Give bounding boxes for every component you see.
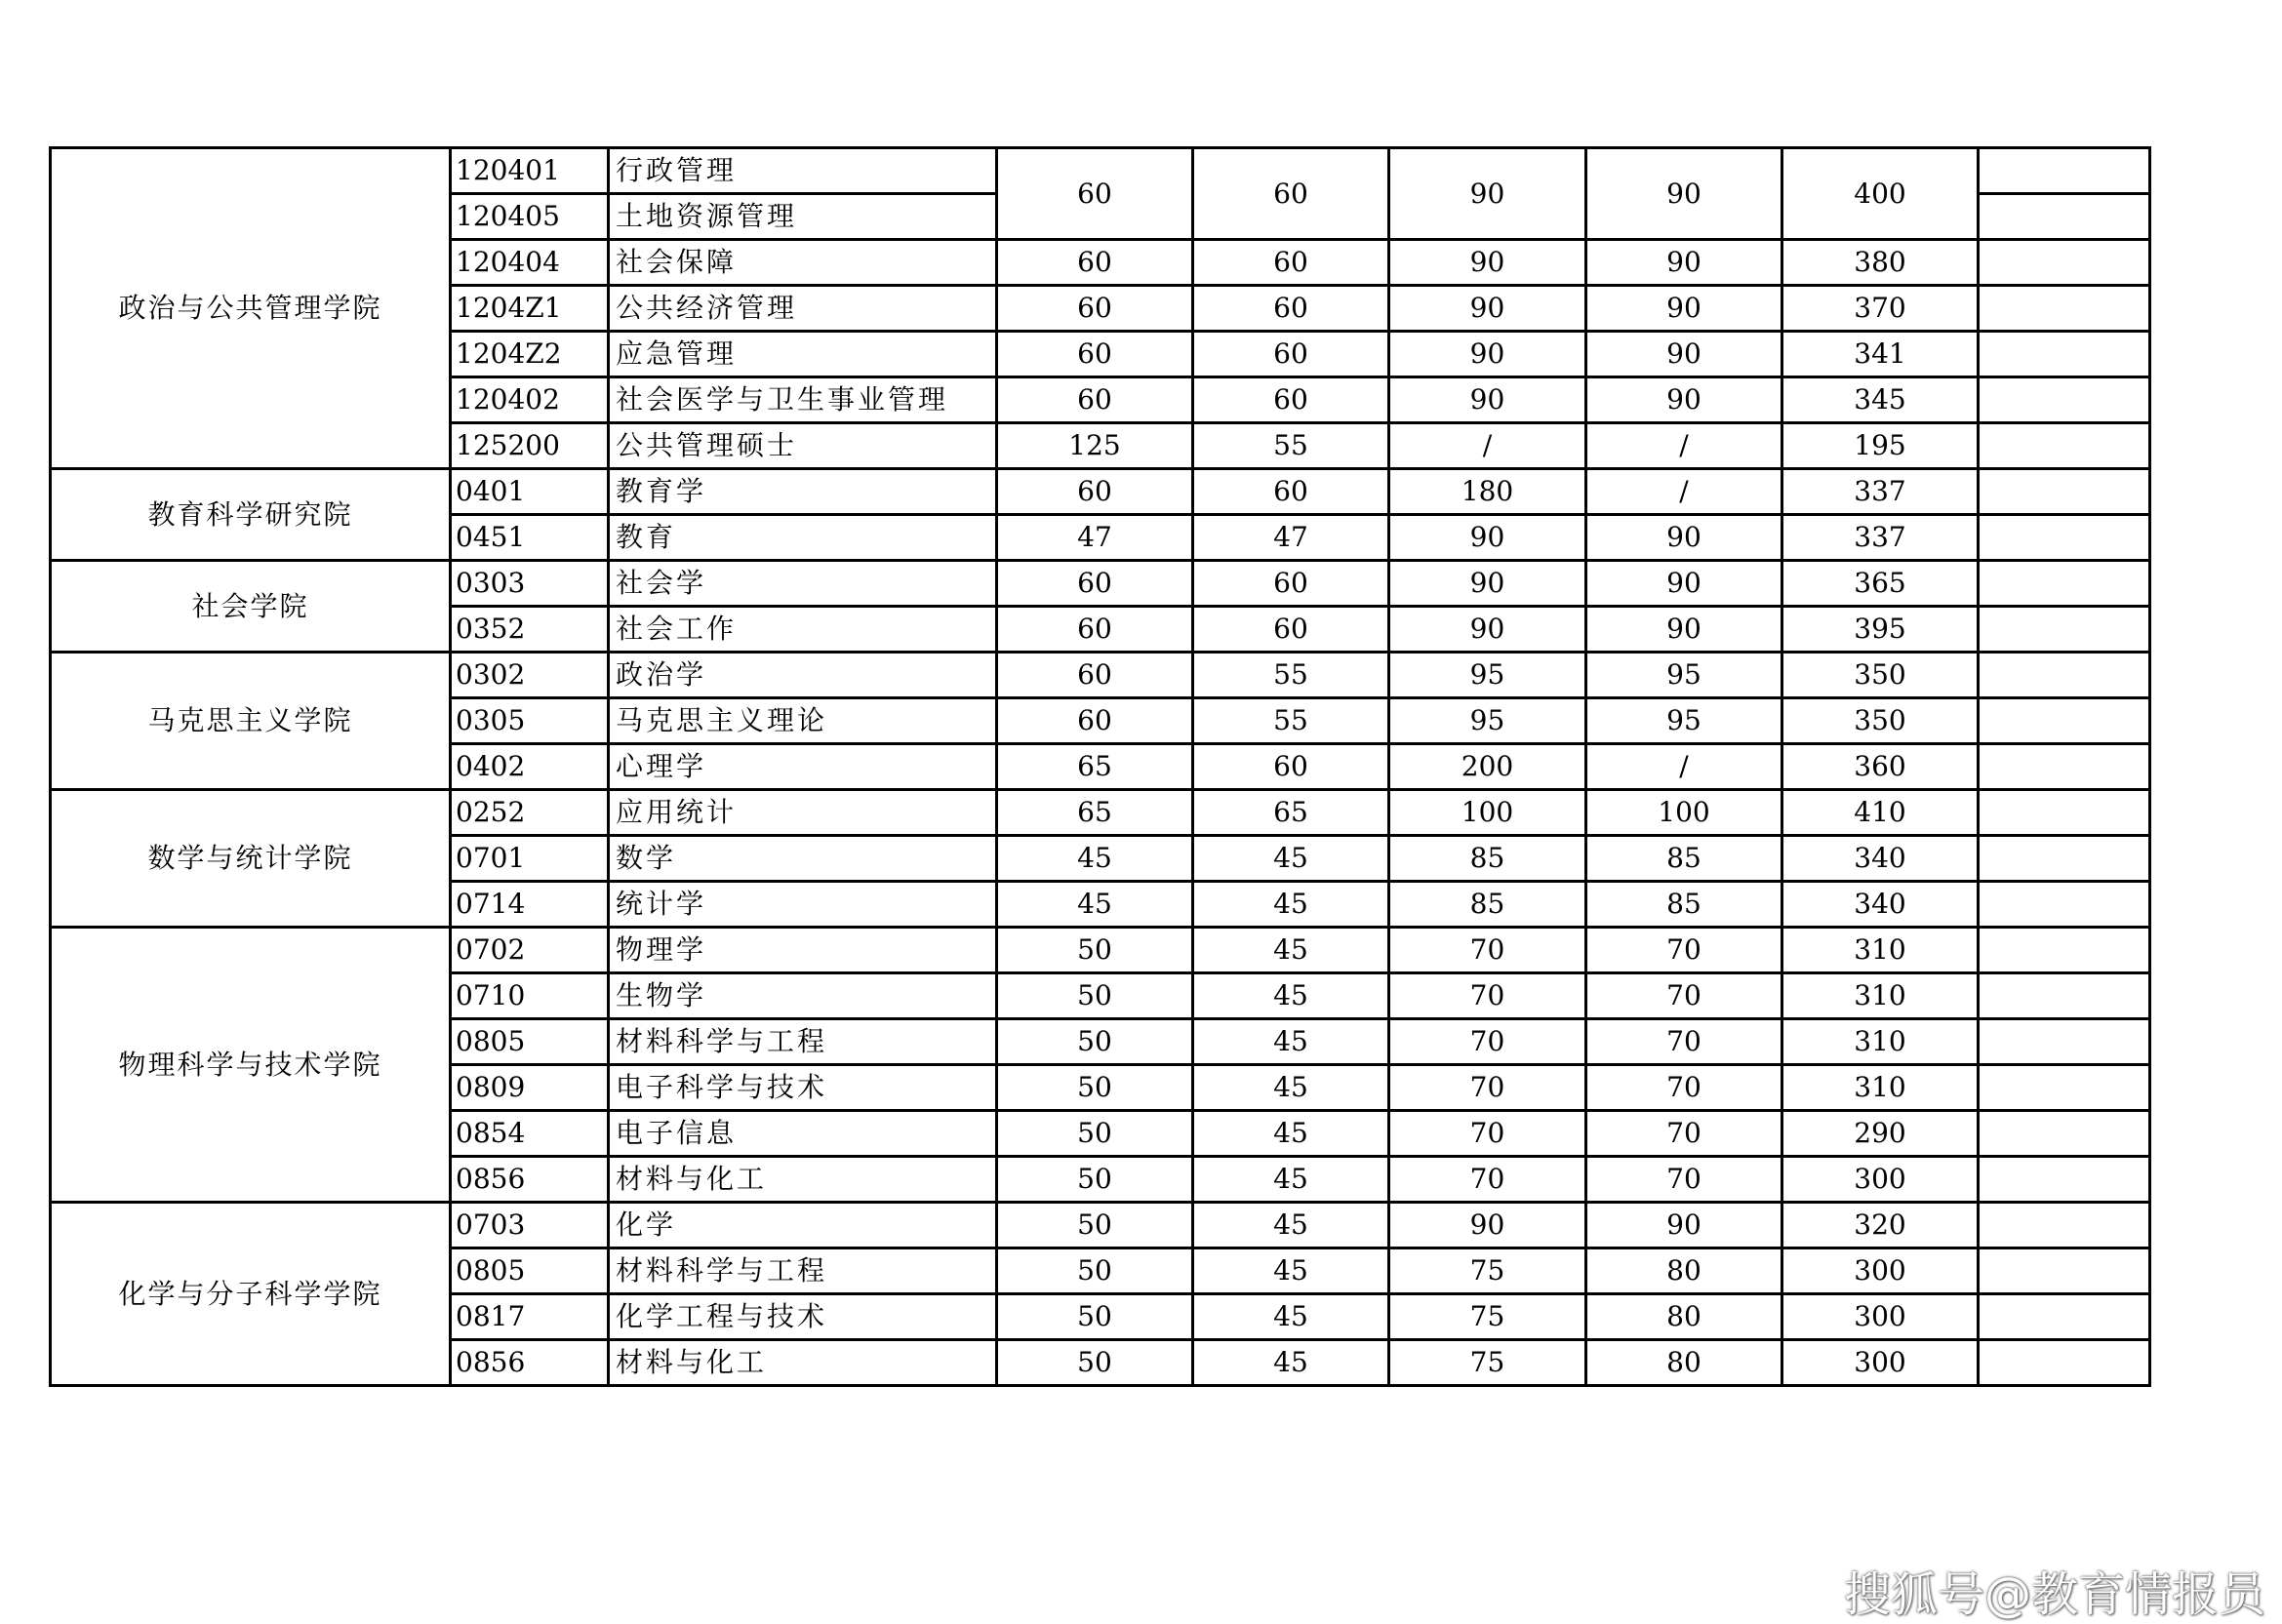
score-subject2-cell: 70 [1586,1111,1782,1157]
score-politics-cell: 50 [997,1065,1193,1111]
score-foreign-language-cell: 60 [1193,744,1389,790]
major-name-cell: 教育学 [609,469,997,515]
major-code-cell: 0702 [451,928,609,973]
department-cell: 社会学院 [51,561,451,653]
note-cell [1979,1157,2150,1203]
score-subject2-cell: 90 [1586,1203,1782,1248]
score-subject1-cell: 100 [1389,790,1586,836]
score-subject1-cell: 95 [1389,698,1586,744]
score-subject2-cell: 90 [1586,286,1782,332]
score-subject2-cell: 70 [1586,973,1782,1019]
note-cell [1979,973,2150,1019]
major-code-cell: 0252 [451,790,609,836]
major-name-cell: 化学工程与技术 [609,1294,997,1340]
score-total-cell: 360 [1782,744,1979,790]
score-politics-cell: 50 [997,1111,1193,1157]
score-politics-cell: 50 [997,973,1193,1019]
score-total-cell: 310 [1782,973,1979,1019]
table-row [51,148,2150,194]
score-subject1-cell: 200 [1389,744,1586,790]
score-subject1-cell: 70 [1389,1157,1586,1203]
score-foreign-language-cell: 45 [1193,1203,1389,1248]
score-foreign-language-cell: 60 [1193,377,1389,423]
score-total-cell: 310 [1782,928,1979,973]
score-foreign-language-cell: 60 [1193,561,1389,607]
major-name-cell: 材料与化工 [609,1157,997,1203]
score-foreign-language-cell: 45 [1193,882,1389,928]
score-total-cell: 300 [1782,1248,1979,1294]
score-politics-cell: 60 [997,286,1193,332]
score-subject1-cell: 70 [1389,1111,1586,1157]
score-politics-cell: 50 [997,1248,1193,1294]
note-cell [1979,240,2150,286]
score-total-cell: 340 [1782,836,1979,882]
score-politics-cell: 65 [997,744,1193,790]
score-foreign-language-cell: 60 [1193,332,1389,377]
major-code-cell: 0352 [451,607,609,653]
score-subject2-cell: 90 [1586,148,1782,240]
table-row [51,469,2150,515]
major-name-cell: 行政管理 [609,148,997,194]
score-politics-cell: 60 [997,607,1193,653]
major-name-cell: 材料科学与工程 [609,1248,997,1294]
note-cell [1979,469,2150,515]
score-politics-cell: 47 [997,515,1193,561]
score-subject1-cell: 85 [1389,836,1586,882]
score-foreign-language-cell: 60 [1193,286,1389,332]
score-subject1-cell: / [1389,423,1586,469]
score-foreign-language-cell: 45 [1193,1065,1389,1111]
score-subject2-cell: 85 [1586,836,1782,882]
score-subject2-cell: 90 [1586,240,1782,286]
major-code-cell: 0854 [451,1111,609,1157]
major-name-cell: 社会工作 [609,607,997,653]
major-code-cell: 0710 [451,973,609,1019]
major-name-cell: 物理学 [609,928,997,973]
major-name-cell: 化学 [609,1203,997,1248]
score-foreign-language-cell: 45 [1193,1340,1389,1386]
note-cell [1979,1294,2150,1340]
major-name-cell: 材料科学与工程 [609,1019,997,1065]
table-row [51,790,2150,836]
note-cell [1979,790,2150,836]
score-subject2-cell: 90 [1586,561,1782,607]
score-subject1-cell: 75 [1389,1248,1586,1294]
note-cell [1979,1065,2150,1111]
note-cell [1979,194,2150,240]
score-subject1-cell: 90 [1389,240,1586,286]
major-name-cell: 心理学 [609,744,997,790]
major-name-cell: 马克思主义理论 [609,698,997,744]
note-cell [1979,744,2150,790]
score-foreign-language-cell: 45 [1193,836,1389,882]
score-subject1-cell: 90 [1389,332,1586,377]
score-politics-cell: 60 [997,653,1193,698]
score-subject1-cell: 95 [1389,653,1586,698]
major-name-cell: 数学 [609,836,997,882]
score-subject1-cell: 70 [1389,973,1586,1019]
score-politics-cell: 60 [997,469,1193,515]
score-foreign-language-cell: 45 [1193,1019,1389,1065]
score-subject1-cell: 90 [1389,1203,1586,1248]
note-cell [1979,836,2150,882]
watermark-text: 搜狐号@教育情报员 [1844,1567,2266,1622]
score-total-cell: 337 [1782,515,1979,561]
score-total-cell: 400 [1782,148,1979,240]
score-subject2-cell: / [1586,744,1782,790]
score-subject2-cell: 90 [1586,377,1782,423]
note-cell [1979,1111,2150,1157]
score-total-cell: 340 [1782,882,1979,928]
major-code-cell: 0305 [451,698,609,744]
major-code-cell: 0805 [451,1248,609,1294]
department-cell: 化学与分子科学学院 [51,1203,451,1386]
score-subject1-cell: 90 [1389,607,1586,653]
major-name-cell: 电子信息 [609,1111,997,1157]
score-subject2-cell: 100 [1586,790,1782,836]
score-subject1-cell: 85 [1389,882,1586,928]
score-subject2-cell: 80 [1586,1248,1782,1294]
score-subject1-cell: 70 [1389,1019,1586,1065]
major-code-cell: 0856 [451,1340,609,1386]
score-foreign-language-cell: 45 [1193,928,1389,973]
score-subject1-cell: 90 [1389,286,1586,332]
major-code-cell: 0703 [451,1203,609,1248]
major-name-cell: 应用统计 [609,790,997,836]
note-cell [1979,1019,2150,1065]
score-subject1-cell: 70 [1389,1065,1586,1111]
score-subject1-cell: 180 [1389,469,1586,515]
score-foreign-language-cell: 60 [1193,607,1389,653]
score-politics-cell: 45 [997,836,1193,882]
major-name-cell: 公共经济管理 [609,286,997,332]
score-politics-cell: 45 [997,882,1193,928]
table-row [51,653,2150,698]
major-code-cell: 120405 [451,194,609,240]
score-total-cell: 300 [1782,1294,1979,1340]
score-subject2-cell: 80 [1586,1294,1782,1340]
score-foreign-language-cell: 45 [1193,1157,1389,1203]
score-politics-cell: 50 [997,1340,1193,1386]
score-politics-cell: 60 [997,240,1193,286]
score-subject1-cell: 90 [1389,377,1586,423]
department-cell: 马克思主义学院 [51,653,451,790]
score-politics-cell: 50 [997,928,1193,973]
score-total-cell: 410 [1782,790,1979,836]
score-total-cell: 345 [1782,377,1979,423]
score-table [49,146,2151,1387]
score-foreign-language-cell: 55 [1193,698,1389,744]
score-subject2-cell: 95 [1586,653,1782,698]
department-cell: 物理科学与技术学院 [51,928,451,1203]
score-politics-cell: 60 [997,561,1193,607]
note-cell [1979,928,2150,973]
note-cell [1979,1340,2150,1386]
major-name-cell: 材料与化工 [609,1340,997,1386]
score-total-cell: 350 [1782,698,1979,744]
note-cell [1979,607,2150,653]
major-code-cell: 0401 [451,469,609,515]
department-cell: 数学与统计学院 [51,790,451,928]
note-cell [1979,1248,2150,1294]
major-name-cell: 应急管理 [609,332,997,377]
score-subject2-cell: 85 [1586,882,1782,928]
score-subject2-cell: / [1586,469,1782,515]
note-cell [1979,1203,2150,1248]
department-cell: 教育科学研究院 [51,469,451,561]
major-code-cell: 120402 [451,377,609,423]
score-total-cell: 310 [1782,1019,1979,1065]
score-total-cell: 350 [1782,653,1979,698]
major-name-cell: 电子科学与技术 [609,1065,997,1111]
score-subject2-cell: 70 [1586,1065,1782,1111]
score-foreign-language-cell: 60 [1193,240,1389,286]
score-subject1-cell: 90 [1389,515,1586,561]
department-cell: 政治与公共管理学院 [51,148,451,469]
score-total-cell: 300 [1782,1340,1979,1386]
score-total-cell: 320 [1782,1203,1979,1248]
score-foreign-language-cell: 45 [1193,973,1389,1019]
score-politics-cell: 50 [997,1019,1193,1065]
major-code-cell: 120404 [451,240,609,286]
major-name-cell: 生物学 [609,973,997,1019]
major-code-cell: 1204Z2 [451,332,609,377]
score-total-cell: 300 [1782,1157,1979,1203]
score-total-cell: 310 [1782,1065,1979,1111]
score-foreign-language-cell: 65 [1193,790,1389,836]
note-cell [1979,377,2150,423]
score-politics-cell: 50 [997,1203,1193,1248]
note-cell [1979,148,2150,194]
score-politics-cell: 65 [997,790,1193,836]
score-politics-cell: 125 [997,423,1193,469]
major-code-cell: 0402 [451,744,609,790]
score-foreign-language-cell: 60 [1193,469,1389,515]
score-politics-cell: 60 [997,332,1193,377]
score-subject2-cell: 70 [1586,1019,1782,1065]
score-subject1-cell: 70 [1389,928,1586,973]
major-name-cell: 教育 [609,515,997,561]
major-name-cell: 公共管理硕士 [609,423,997,469]
score-total-cell: 380 [1782,240,1979,286]
score-foreign-language-cell: 55 [1193,423,1389,469]
major-name-cell: 社会学 [609,561,997,607]
score-subject2-cell: 80 [1586,1340,1782,1386]
score-subject1-cell: 90 [1389,561,1586,607]
score-politics-cell: 60 [997,377,1193,423]
major-code-cell: 0809 [451,1065,609,1111]
score-total-cell: 370 [1782,286,1979,332]
score-total-cell: 341 [1782,332,1979,377]
score-total-cell: 290 [1782,1111,1979,1157]
score-foreign-language-cell: 60 [1193,148,1389,240]
major-code-cell: 0817 [451,1294,609,1340]
score-subject1-cell: 90 [1389,148,1586,240]
note-cell [1979,653,2150,698]
major-name-cell: 土地资源管理 [609,194,997,240]
score-foreign-language-cell: 45 [1193,1111,1389,1157]
major-code-cell: 0451 [451,515,609,561]
major-code-cell: 0714 [451,882,609,928]
table-body [51,148,2150,1386]
score-total-cell: 395 [1782,607,1979,653]
major-code-cell: 0302 [451,653,609,698]
table-row [51,928,2150,973]
major-name-cell: 政治学 [609,653,997,698]
major-name-cell: 社会保障 [609,240,997,286]
major-code-cell: 0856 [451,1157,609,1203]
score-subject2-cell: 70 [1586,1157,1782,1203]
major-code-cell: 1204Z1 [451,286,609,332]
score-politics-cell: 50 [997,1294,1193,1340]
note-cell [1979,286,2150,332]
major-code-cell: 120401 [451,148,609,194]
table-row [51,561,2150,607]
major-code-cell: 0303 [451,561,609,607]
note-cell [1979,698,2150,744]
score-total-cell: 365 [1782,561,1979,607]
score-politics-cell: 60 [997,148,1193,240]
note-cell [1979,332,2150,377]
note-cell [1979,423,2150,469]
score-foreign-language-cell: 45 [1193,1248,1389,1294]
score-subject2-cell: 70 [1586,928,1782,973]
note-cell [1979,882,2150,928]
score-subject2-cell: 90 [1586,515,1782,561]
table-row [51,1203,2150,1248]
score-subject2-cell: / [1586,423,1782,469]
major-code-cell: 0805 [451,1019,609,1065]
score-subject1-cell: 75 [1389,1294,1586,1340]
major-name-cell: 社会医学与卫生事业管理 [609,377,997,423]
score-foreign-language-cell: 55 [1193,653,1389,698]
score-subject2-cell: 95 [1586,698,1782,744]
score-total-cell: 337 [1782,469,1979,515]
score-politics-cell: 60 [997,698,1193,744]
score-subject1-cell: 75 [1389,1340,1586,1386]
score-politics-cell: 50 [997,1157,1193,1203]
major-code-cell: 125200 [451,423,609,469]
score-subject2-cell: 90 [1586,332,1782,377]
major-name-cell: 统计学 [609,882,997,928]
note-cell [1979,561,2150,607]
major-code-cell: 0701 [451,836,609,882]
note-cell [1979,515,2150,561]
score-foreign-language-cell: 47 [1193,515,1389,561]
score-foreign-language-cell: 45 [1193,1294,1389,1340]
score-subject2-cell: 90 [1586,607,1782,653]
score-total-cell: 195 [1782,423,1979,469]
